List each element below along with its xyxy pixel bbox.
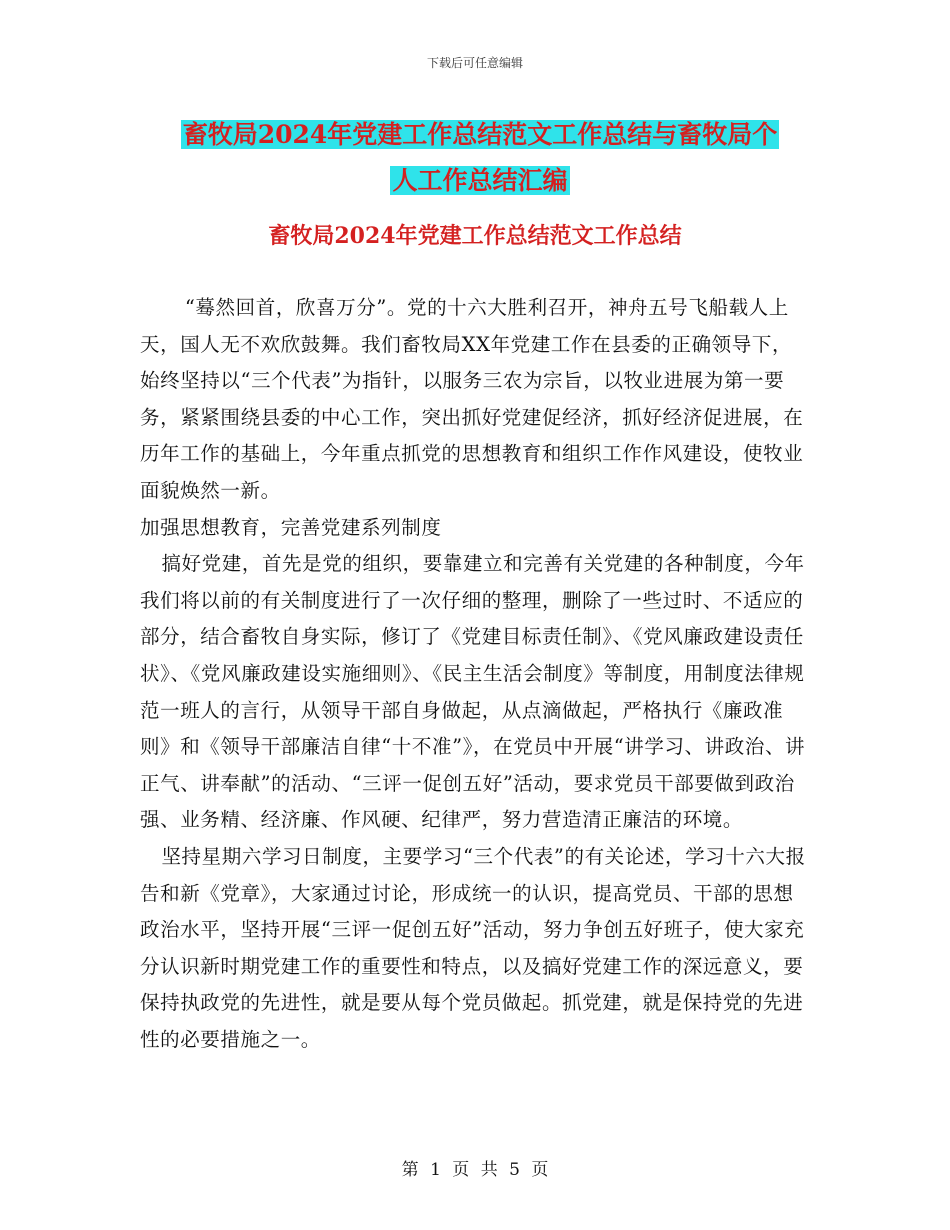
- header-note: 下载后可任意编辑: [426, 56, 523, 70]
- paragraph-heading: 加强思想教育，完善党建系列制度: [140, 515, 442, 539]
- paragraph-system: 搞好党建，首先是党的组织，要靠建立和完善有关党建的各种制度，今年我们将以前的有关制度进行了一次仔细的整理，删除了一些过时、不适应的部分，结合畜牧自身实际，修订了《党建目标责任制》、《党风廉政建设责任状》、《党风廉政建设实施细则》、《民主生活会制度》等制度，用制度法律规范一班人的言行，从领导干部自身做起，从点滴做起，严格执行《廉政准则》和《领导干部廉洁自律“十不准”》，在党员中开展“讲学习、讲政治、讲正气、讲奉献”的活动、“三评一促创五好”活动，要求党员干部要做到政治强、业务精、经济廉、作风硬、纪律严，努力营造清正廉洁的环境。: [140, 552, 806, 832]
- document-title-line-2: 人工作总结汇编: [392, 166, 568, 195]
- document-body: [140, 290, 808, 1058]
- paragraph-study: 坚持星期六学习日制度，主要学习“三个代表”的有关论述，学习十六大报告和新《党章》，大家通过讨论，形成统一的认识，提高党员、干部的思想政治水平，坚持开展“三评一促创五好”活动，努力争创五好班子，使大家充分认识新时期党建工作的重要性和特点，以及搞好党建工作的深远意义，要保持执政党的先进性，就是要从每个党员做起。抓党建，就是保持党的先进性的必要措施之一。: [140, 844, 806, 1051]
- document-title-line-1: 畜牧局2024年党建工作总结范文工作总结与畜牧局个: [182, 120, 778, 149]
- paragraph-intro: “蓦然回首，欣喜万分”。党的十六大胜利召开，神舟五号飞船载人上天，国人无不欢欣鼓舞。我们畜牧局XX年党建工作在县委的正确领导下，始终坚持以“三个代表”为指针，以服务三农为宗旨，以牧业进展为第一要务，紧紧围绕县委的中心工作，突出抓好党建促经济，抓好经济促进展，在历年工作的基础上，今年重点抓党的思想教育和组织工作作风建设，使牧业面貌焕然一新。: [140, 296, 804, 502]
- document-title: [140, 112, 820, 204]
- section-title: 畜牧局2024年党建工作总结范文工作总结: [268, 223, 682, 249]
- page-number: 第 1 页 共 5 页: [401, 1160, 549, 1180]
